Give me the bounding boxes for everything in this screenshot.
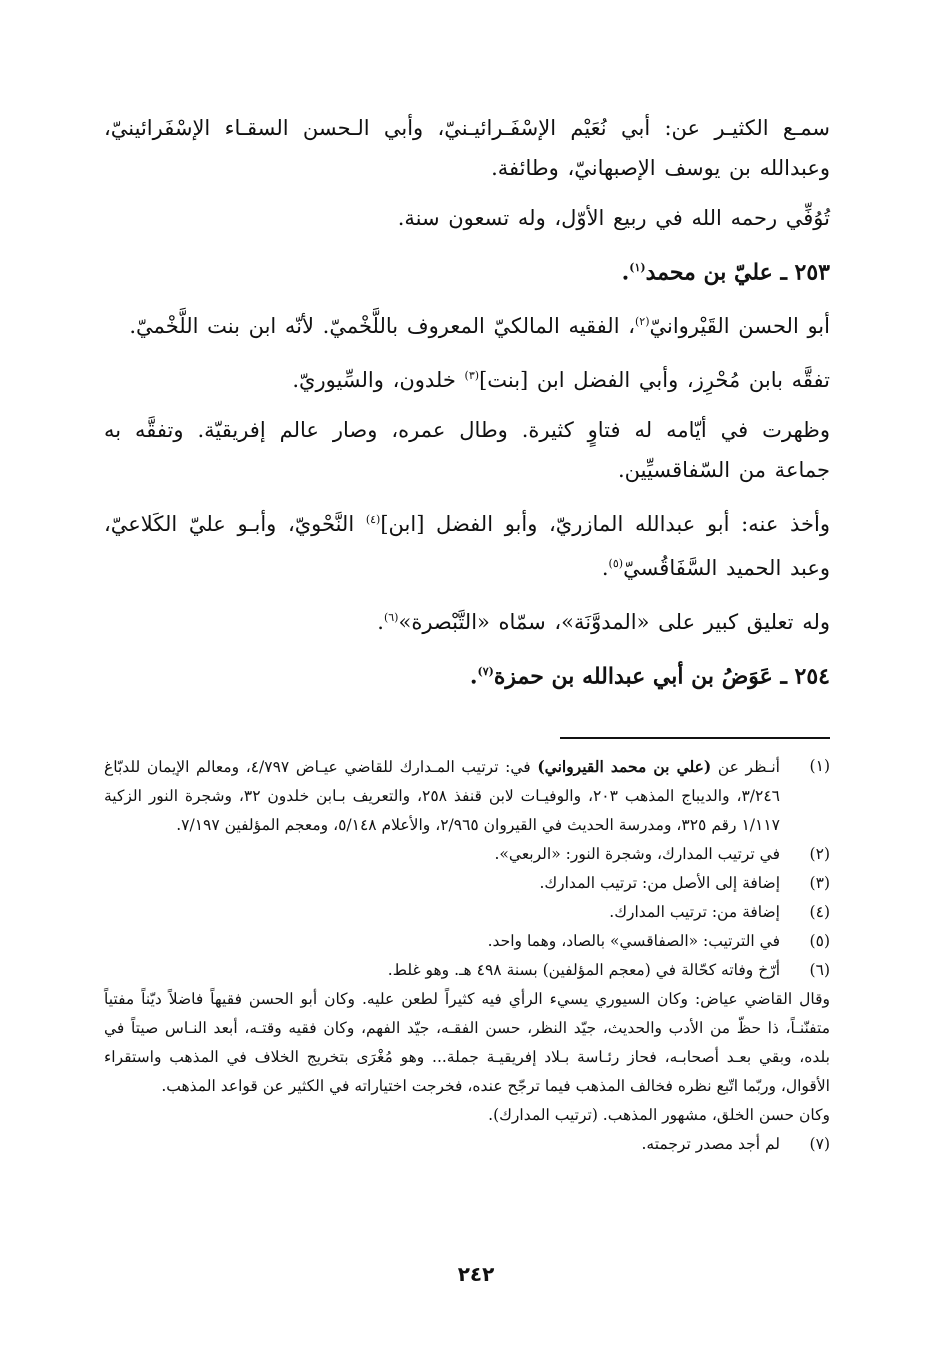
footnote-text xyxy=(104,752,780,840)
entry-254-heading xyxy=(104,652,830,696)
footnote-2 xyxy=(104,840,830,869)
entry-253-paragraph-2 xyxy=(104,356,830,400)
text-run: ، الفقيه المالكيّ المعروف باللَّخْميّ. لأنّه ابن بنت اللَّخْميّ. xyxy=(129,314,635,339)
text-run: أبو الحسن القَيْروانيّ xyxy=(649,314,830,339)
entry-253-title: ٢٥٣ ـ عليّ بن محمد xyxy=(645,259,830,286)
footnote-number: (٢) xyxy=(809,845,830,863)
text-run: في: ترتيب المـدارك للقاضي عيـاض ٤/٧٩٧، ومعالم الإيمان للدبّاغ ٣/٢٤٦، والديباج المذهب ٢٠٣، والوفيـات لابن قنفذ ٢٥٨، والتعريف بـابن خلدون ٣٢، وشجرة النور الزكية ١/١١٧ رقم ٣٢٥، ومدرسة الحديث في القيروان ٢/٩٦٥، والأعلام ٥/١٤٨، ومعجم المؤلفين ٧/١٩٧. xyxy=(104,758,780,834)
footnotes xyxy=(104,752,830,1159)
entry-254-title-end: . xyxy=(469,663,478,690)
footnote-ref-1[interactable]: (١) xyxy=(629,261,646,274)
footnote-number: (٣) xyxy=(809,874,830,892)
footnote-6 xyxy=(104,956,830,985)
entry-253-title-end: . xyxy=(621,259,630,286)
footnote-number: (٧) xyxy=(809,1135,830,1153)
footnote-text: إضافة من: ترتيب المدارك. xyxy=(609,903,780,921)
footnote-text: لم أجد مصدر ترجمته. xyxy=(641,1135,780,1153)
page-number: ٢٤٢ xyxy=(457,1262,495,1286)
text-run: . xyxy=(377,610,384,635)
text-run: وله تعليق كبير على «المدوَّنَة»، سمّاه «التَّبْصرة» xyxy=(398,610,830,635)
text-run: وأخذ عنه: أبو عبدالله المازريّ، وأبو الفضل [ابن] xyxy=(380,512,830,537)
footnote-number: (١) xyxy=(809,757,830,775)
text-run: أنـظر عن xyxy=(711,758,780,776)
footnote-separator xyxy=(560,737,830,739)
entry-253-paragraph-1 xyxy=(104,302,830,346)
footnote-number: (٦) xyxy=(809,961,830,979)
footnote-5 xyxy=(104,927,830,956)
paragraph-1: سمـع الكثيـر عن: أبي نُعَيْم الإسْفَـرائيـنيّ، وأبي الـحسن السقـاء الإسْفَرائينيّ، وعبدالله بن يوسف الإصبهانيّ، وطائفة. xyxy=(104,116,830,180)
footnote-7 xyxy=(104,1130,830,1159)
footnote-bold-name: (علي بن محمد القيرواني) xyxy=(537,757,712,776)
entry-253-paragraph-3: وظهرت في أيّامه له فتاوٍ كثيرة. وطال عمره، وصار عالم إفريقيّة. وتفقَّه به جماعة من السّفاقسيِّين. xyxy=(104,418,830,483)
footnote-number: (٥) xyxy=(809,932,830,950)
footnote-ref-4[interactable]: (٤) xyxy=(365,513,381,527)
footnote-text: إضافة إلى الأصل من: ترتيب المدارك. xyxy=(539,874,780,892)
text-run: تفقَّه بابن مُحْرِز، وأبي الفضل ابن [بنت] xyxy=(479,368,830,393)
paragraph-2: تُوُفِّي رحمه الله في ربيع الأوّل، وله تسعون سنة. xyxy=(397,206,830,230)
footnote-ref-5[interactable]: (٥) xyxy=(608,557,624,571)
footnote-text: في ترتيب المدارك، وشجرة النور: «الربعي». xyxy=(494,845,780,863)
footnote-3 xyxy=(104,869,830,898)
entry-253-heading xyxy=(104,248,830,292)
footnote-number: (٤) xyxy=(809,903,830,921)
footnote-text: أرّخ وفاته كحّالة في (معجم المؤلفين) بسنة ٤٩٨ هـ. وهو غلط. xyxy=(387,961,780,979)
entry-254-title: ٢٥٤ ـ عَوَضُ بن أبي عبدالله بن حمزة xyxy=(493,663,830,690)
text-run: . xyxy=(601,556,609,581)
footnote-1 xyxy=(104,752,830,840)
footnote-6-continuation: وقال القاضي عياض: وكان السيوري يسيء الرأي فيه كثيراً لطعن عليه. وكان أبو الحسن فقيهاً فاضلاً ديّناً مفتياً متفنّنـاً، ذا حظّ من الأدب والحديث، جيّد النظر، حسن الفقـه، جيّد الفهم، وكان فقيه وقتـه، أبعد النـاس صيتاً في بلده، وبقي بعـد أصحابـه، فحاز رئـاسة بـلاد إفريقيـة جملة... وهو مُغْرَى بتخريج الخلاف في المذهب واستقراء الأقوال، وربّما اتّبع نظره فخالف المذهب فيما ترجّح عنده، فخرجت اختياراته في الكثير عن قواعد المذهب. xyxy=(104,990,830,1095)
text-run: خلدون، والسِّيوريّ. xyxy=(292,368,465,393)
entry-253-paragraph-4 xyxy=(104,500,830,588)
footnote-6-continuation-2: وكان حسن الخلق، مشهور المذهب. (ترتيب المدارك). xyxy=(488,1106,830,1124)
text-run: النَّحْويّ، وأبـو عليّ الكَلاعيّ، وعبد الحميد السَّفَاقُسيّ xyxy=(104,512,830,581)
footnote-ref-2[interactable]: (٢) xyxy=(634,315,650,329)
entry-253-paragraph-5 xyxy=(104,598,830,642)
main-text xyxy=(104,108,830,707)
footnote-ref-7[interactable]: (٧) xyxy=(477,665,494,679)
footnote-text: في الترتيب: «الصفاقسي» بالصاد، وهما واحد. xyxy=(487,932,780,950)
footnote-4 xyxy=(104,898,830,927)
footnote-ref-3[interactable]: (٣) xyxy=(464,369,480,383)
footnote-ref-6[interactable]: (٦) xyxy=(383,611,399,625)
